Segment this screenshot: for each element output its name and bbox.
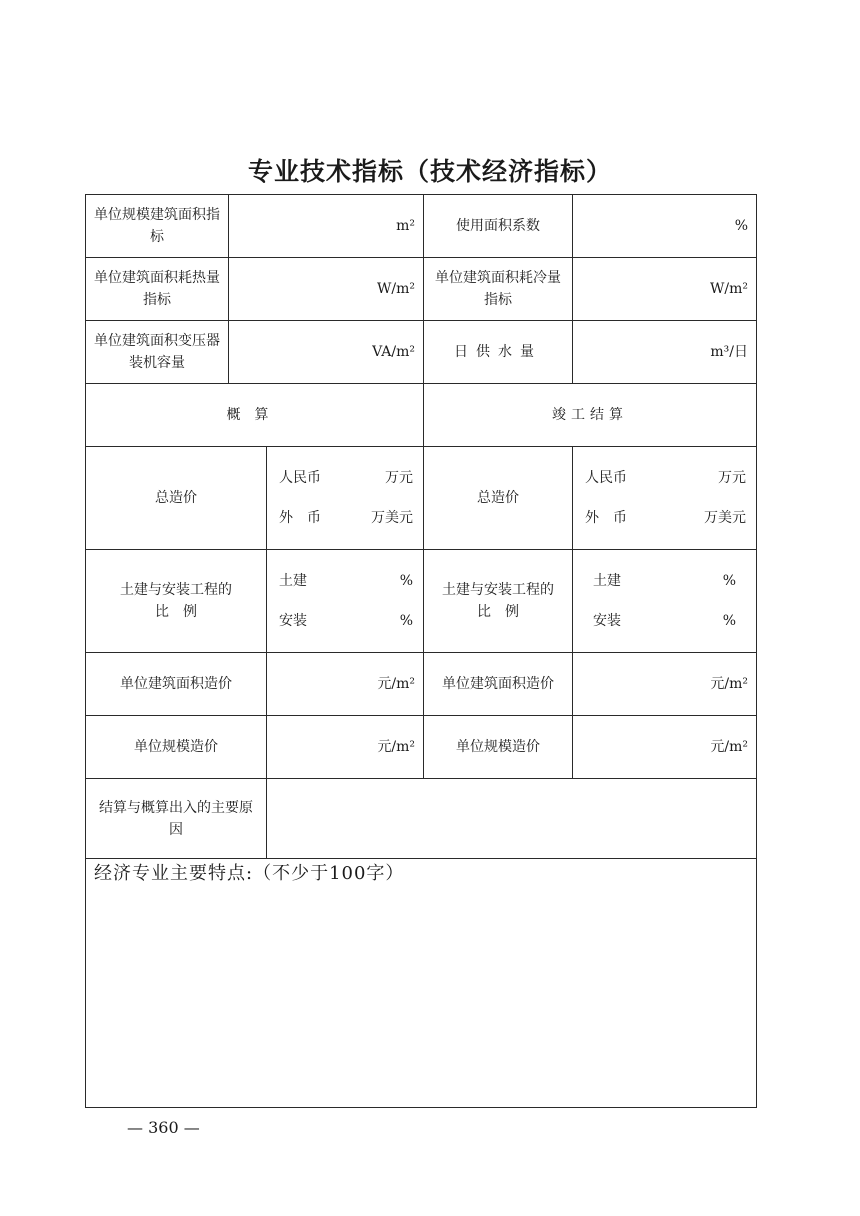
notes-field[interactable] — [86, 859, 757, 1108]
final-settlement-header: 竣工结算 — [424, 384, 757, 447]
unit-label: % — [722, 613, 737, 629]
row-label: 土建与安装工程的比 例 — [424, 550, 573, 653]
unit-label: % — [399, 573, 414, 589]
value-field[interactable] — [573, 195, 757, 258]
unit-label: m² — [396, 218, 416, 234]
row-label: 使用面积系数 — [424, 195, 573, 258]
row-label: 总造价 — [424, 447, 573, 550]
unit-label: 元/m² — [710, 676, 749, 692]
table-row — [86, 653, 757, 716]
row-label: 单位建筑面积造价 — [86, 653, 267, 716]
value-field[interactable] — [267, 447, 424, 550]
estimate-header: 概算 — [86, 384, 424, 447]
row-label: 单位规模造价 — [424, 716, 573, 779]
value-field[interactable] — [267, 550, 424, 653]
table-row — [86, 384, 757, 447]
foreign-currency-label: 外 币 — [585, 510, 628, 526]
table-row — [86, 779, 757, 859]
unit-label: 万美元 — [704, 510, 747, 526]
unit-label: 万元 — [385, 470, 414, 486]
table-row — [86, 550, 757, 653]
foreign-currency-label: 外 币 — [279, 510, 321, 526]
unit-label: % — [734, 218, 749, 234]
civil-label: 土建 — [279, 573, 307, 589]
row-label: 单位规模建筑面积指标 — [86, 195, 229, 258]
table-row — [86, 447, 757, 550]
row-label: 单位建筑面积变压器装机容量 — [86, 321, 229, 384]
unit-label: W/m² — [710, 281, 749, 297]
unit-label: W/m² — [377, 281, 416, 297]
row-label: 土建与安装工程的比 例 — [86, 550, 267, 653]
value-field[interactable] — [573, 258, 757, 321]
value-field[interactable] — [573, 653, 757, 716]
value-field[interactable] — [573, 321, 757, 384]
unit-label: VA/m² — [372, 344, 416, 360]
rmb-label: 人民币 — [585, 470, 628, 486]
civil-label: 土建 — [593, 573, 622, 589]
value-field[interactable] — [229, 321, 424, 384]
unit-label: 元/m² — [377, 739, 416, 755]
install-label: 安装 — [593, 613, 622, 629]
unit-label: m³/日 — [710, 344, 749, 360]
value-field[interactable] — [573, 550, 757, 653]
notes-label: 经济专业主要特点:（不少于100字） — [94, 863, 405, 884]
row-label: 单位规模造价 — [86, 716, 267, 779]
value-field[interactable] — [267, 653, 424, 716]
page-number: — 360 — — [127, 1118, 200, 1137]
value-field[interactable] — [229, 258, 424, 321]
row-label: 单位建筑面积耗热量指标 — [86, 258, 229, 321]
row-label: 单位建筑面积耗冷量指标 — [424, 258, 573, 321]
unit-label: 万元 — [718, 470, 747, 486]
value-field[interactable] — [267, 716, 424, 779]
unit-label: 元/m² — [377, 676, 416, 692]
technical-indicators-table — [85, 194, 757, 1108]
value-field[interactable] — [229, 195, 424, 258]
page-title: 专业技术指标（技术经济指标） — [247, 157, 612, 186]
unit-label: 元/m² — [710, 739, 749, 755]
reason-field[interactable] — [267, 779, 757, 859]
table-row — [86, 195, 757, 258]
table-row — [86, 716, 757, 779]
row-label: 日供水量 — [424, 321, 573, 384]
row-label: 结算与概算出入的主要原因 — [86, 779, 267, 859]
table-row — [86, 258, 757, 321]
unit-label: % — [399, 613, 414, 629]
value-field[interactable] — [573, 716, 757, 779]
unit-label: 万美元 — [371, 510, 414, 526]
value-field[interactable] — [573, 447, 757, 550]
unit-label: % — [722, 573, 737, 589]
row-label: 单位建筑面积造价 — [424, 653, 573, 716]
install-label: 安装 — [279, 613, 307, 629]
table-row — [86, 859, 757, 1108]
row-label: 总造价 — [86, 447, 267, 550]
rmb-label: 人民币 — [279, 470, 321, 486]
table-row — [86, 321, 757, 384]
